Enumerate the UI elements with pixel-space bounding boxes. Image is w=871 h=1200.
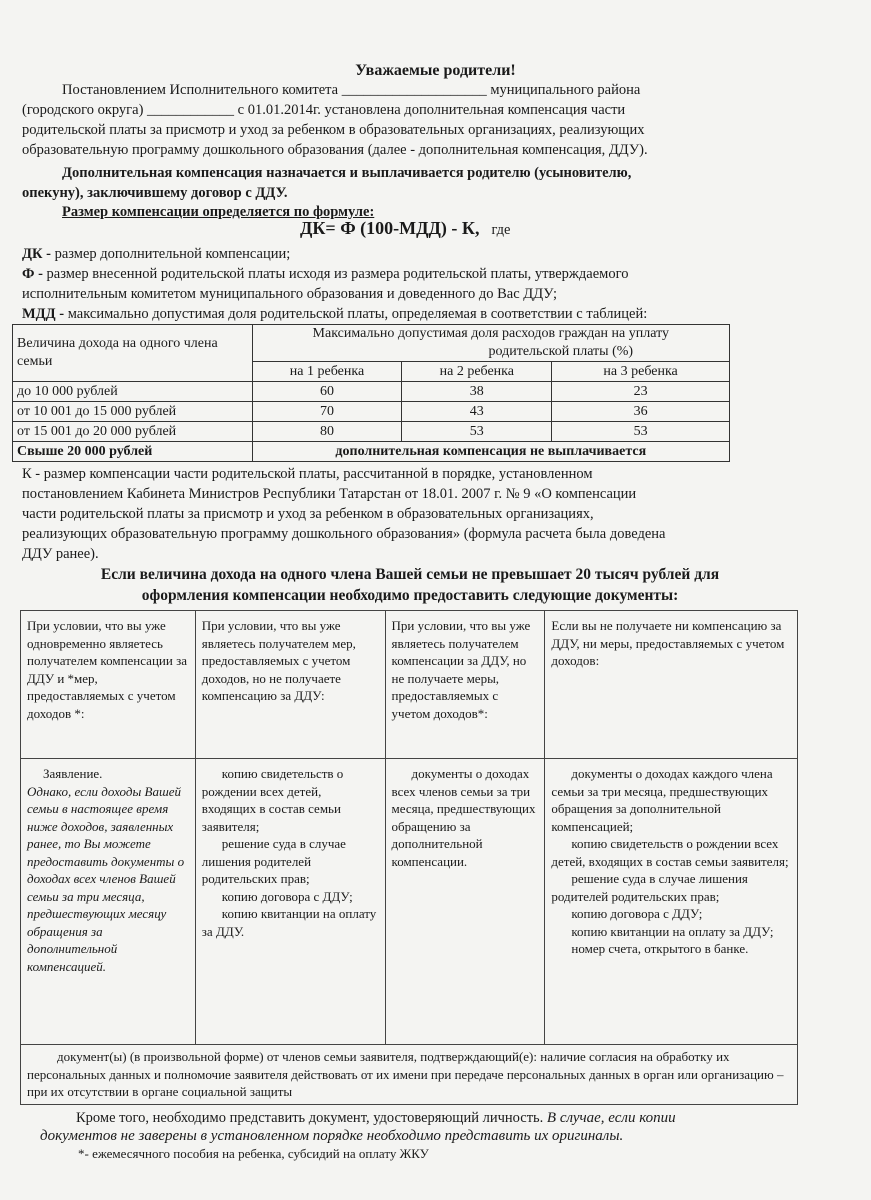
cell-value: 53 <box>402 422 552 442</box>
c4-item-1: документы о доходах каждого члена семьи за три месяца, предшествующих обращения за дополнительной компенсацией; <box>551 766 773 834</box>
footnote: *- ежемесячного пособия на ребенка, субсидий на оплату ЖКУ <box>78 1146 429 1161</box>
intro-line-3: родительской платы за присмотр и уход за ребенком в образовательных организациях, реализующих <box>22 122 645 138</box>
table-row <box>21 611 798 759</box>
consent-note: документ(ы) (в произвольной форме) от членов семьи заявителя, подтверждающий(е): наличие согласия на обработку их персональных данных и полномочие заявителя действовать от их имени при передаче персональных данных в орган или организацию – при их отсутствии в органе социальной защиты <box>21 1045 798 1105</box>
condition-header-3: При условии, что вы уже являетесь получателем компенсации за ДДУ, но не получаете меры, предоставляемых с учетом доходов*: <box>385 611 545 759</box>
formula-intro: Размер компенсации определяется по формуле: <box>62 204 375 220</box>
cell-value: 70 <box>252 402 402 422</box>
assign-line-2: опекуну), заключившему договор с ДДУ. <box>22 185 288 201</box>
closing <box>40 1108 830 1145</box>
c4-item-3: решение суда в случае лишения родителей родительских прав; <box>551 871 748 904</box>
condition-header-4: Если вы не получаете ни компенсацию за ДДУ, ни меры, предоставляемых с учетом доходов: <box>545 611 798 759</box>
def-dk-term: ДК - <box>22 246 51 262</box>
c2-item-1: копию свидетельств о рождении всех детей, входящих в состав семьи заявителя; <box>201 766 344 834</box>
c4-item-6: номер счета, открытого в банке. <box>571 941 749 956</box>
table-row <box>21 759 798 1045</box>
docs-heading-line-2: оформления компенсации необходимо предоставить следующие документы: <box>141 587 679 604</box>
head-share <box>252 325 729 362</box>
table-row <box>13 422 730 442</box>
c4-item-5: копию квитанции на оплату за ДДУ; <box>571 923 774 939</box>
intro-line-2: (городского округа) ____________ с 01.01.2014г. установлена дополнительная компенсация части <box>22 102 626 118</box>
head-income: Величина дохода на одного члена семьи <box>13 325 253 382</box>
def-dk <box>22 244 822 264</box>
def-mdd-term: МДД - <box>22 306 65 322</box>
c1-text: Однако, если доходы Вашей семьи в настоящее время ниже доходов, заявленных ранее, то Вы можете предоставить документы о доходах всех членов Вашей семьи за три месяца, предшествующих месяцу обращения за дополнительной компенсацией. <box>27 783 185 974</box>
def-f-text-2: исполнительным комитетом муниципального образования и доведенного до Вас ДДУ; <box>22 286 558 302</box>
docs-cell-1 <box>21 759 196 1045</box>
table-row <box>13 442 730 462</box>
c2-item-3: копию договора с ДДУ; <box>221 888 353 904</box>
closing-line-1a: Кроме того, необходимо представить документ, удостоверяющий личность. <box>76 1110 544 1126</box>
closing-line-1 <box>40 1108 830 1128</box>
sub-header-3: на 3 ребенка <box>552 362 730 382</box>
docs-heading-line-1: Если величина дохода на одного члена Вашей семьи не превышает 20 тысяч рублей для <box>100 566 720 583</box>
table-row <box>13 402 730 422</box>
k-line-4: реализующих образовательную программу дошкольного образования» (формула расчета была доведена <box>22 526 666 542</box>
docs-cell-2 <box>195 759 385 1045</box>
row-label: от 10 001 до 15 000 рублей <box>13 402 253 422</box>
income-share-table <box>12 324 730 462</box>
c1-title: Заявление. <box>43 766 103 781</box>
head-share-line-2: родительской платы (%) <box>488 344 634 359</box>
condition-header-2: При условии, что вы уже являетесь получателем мер, предоставляемых с учетом доходов, но не получаете компенсацию за ДДУ: <box>195 611 385 759</box>
c3-item-1: документы о доходах всех членов семьи за три месяца, предшествующих обращению за дополнительной компенсации. <box>391 766 536 869</box>
cell-value: 36 <box>552 402 730 422</box>
cell-value: 80 <box>252 422 402 442</box>
head-share-line-1: Максимально допустимая доля расходов граждан на уплату <box>312 326 670 341</box>
def-f <box>22 264 822 284</box>
def-dk-text: размер дополнительной компенсации; <box>54 246 291 262</box>
assign-paragraph <box>22 163 822 203</box>
assign-line-1: Дополнительная компенсация назначается и выплачивается родителю (усыновителю, <box>62 165 632 181</box>
table-row <box>21 1045 798 1105</box>
page-title: Уважаемые родители! <box>355 62 516 79</box>
def-mdd <box>22 304 822 324</box>
c4-item-4: копию договора с ДДУ; <box>571 906 703 921</box>
row-label: от 15 001 до 20 000 рублей <box>13 422 253 442</box>
docs-cell-4 <box>545 759 798 1045</box>
k-line-2: постановлением Кабинета Министров Республики Татарстан от 18.01. 2007 г. № 9 «О компенсации <box>22 486 637 502</box>
sub-header-2: на 2 ребенка <box>402 362 552 382</box>
table-row <box>13 382 730 402</box>
row-label: Свыше 20 000 рублей <box>13 442 253 462</box>
def-f-term: Ф - <box>22 266 43 282</box>
cell-value: 23 <box>552 382 730 402</box>
docs-cell-3 <box>385 759 545 1045</box>
def-mdd-text: максимально допустимая доля родительской платы, определяемая в соответствии с таблицей: <box>67 306 648 322</box>
no-payment-note: дополнительная компенсация не выплачивается <box>252 442 729 462</box>
def-f-text-1: размер внесенной родительской платы исходя из размера родительской платы, утверждаемого <box>46 266 629 282</box>
intro-line-1: Постановлением Исполнительного комитета ____________________ муниципального района <box>62 82 641 98</box>
intro-paragraph <box>22 80 822 160</box>
closing-line-2: документов не заверены в установленном порядке необходимо представить их оригиналы. <box>40 1128 624 1144</box>
cell-value: 43 <box>402 402 552 422</box>
cell-value: 53 <box>552 422 730 442</box>
cell-value: 60 <box>252 382 402 402</box>
intro-line-4: образовательную программу дошкольного образования (далее - дополнительная компенсация, ДДУ). <box>22 142 648 158</box>
table-row <box>13 325 730 362</box>
k-definition <box>22 464 822 564</box>
documents-table <box>20 610 798 1105</box>
docs-heading <box>10 564 810 606</box>
formula-where: где <box>491 222 511 238</box>
formula: ДК= Ф (100-МДД) - К, <box>300 218 480 238</box>
k-line-5: ДДУ ранее). <box>22 546 99 562</box>
row-label: до 10 000 рублей <box>13 382 253 402</box>
closing-line-1b: В случае, если копии <box>546 1110 676 1126</box>
condition-header-1: При условии, что вы уже одновременно являетесь получателем компенсации за ДДУ и *мер, предоставляемых с учетом доходов *: <box>21 611 196 759</box>
c2-item-4: копию квитанции на оплату за ДДУ. <box>201 906 377 939</box>
c4-item-2: копию свидетельств о рождении всех детей, входящих в состав семьи заявителя; <box>551 836 789 869</box>
k-line-3: части родительской платы за присмотр и уход за ребенком в образовательных организациях, <box>22 506 594 522</box>
k-line-1: К - размер компенсации части родительской платы, рассчитанной в порядке, установленном <box>22 466 593 482</box>
cell-value: 38 <box>402 382 552 402</box>
formula-line <box>300 218 510 240</box>
definitions <box>22 244 822 324</box>
sub-header-1: на 1 ребенка <box>252 362 402 382</box>
c2-item-2: решение суда в случае лишения родителей родительских прав; <box>201 836 346 886</box>
